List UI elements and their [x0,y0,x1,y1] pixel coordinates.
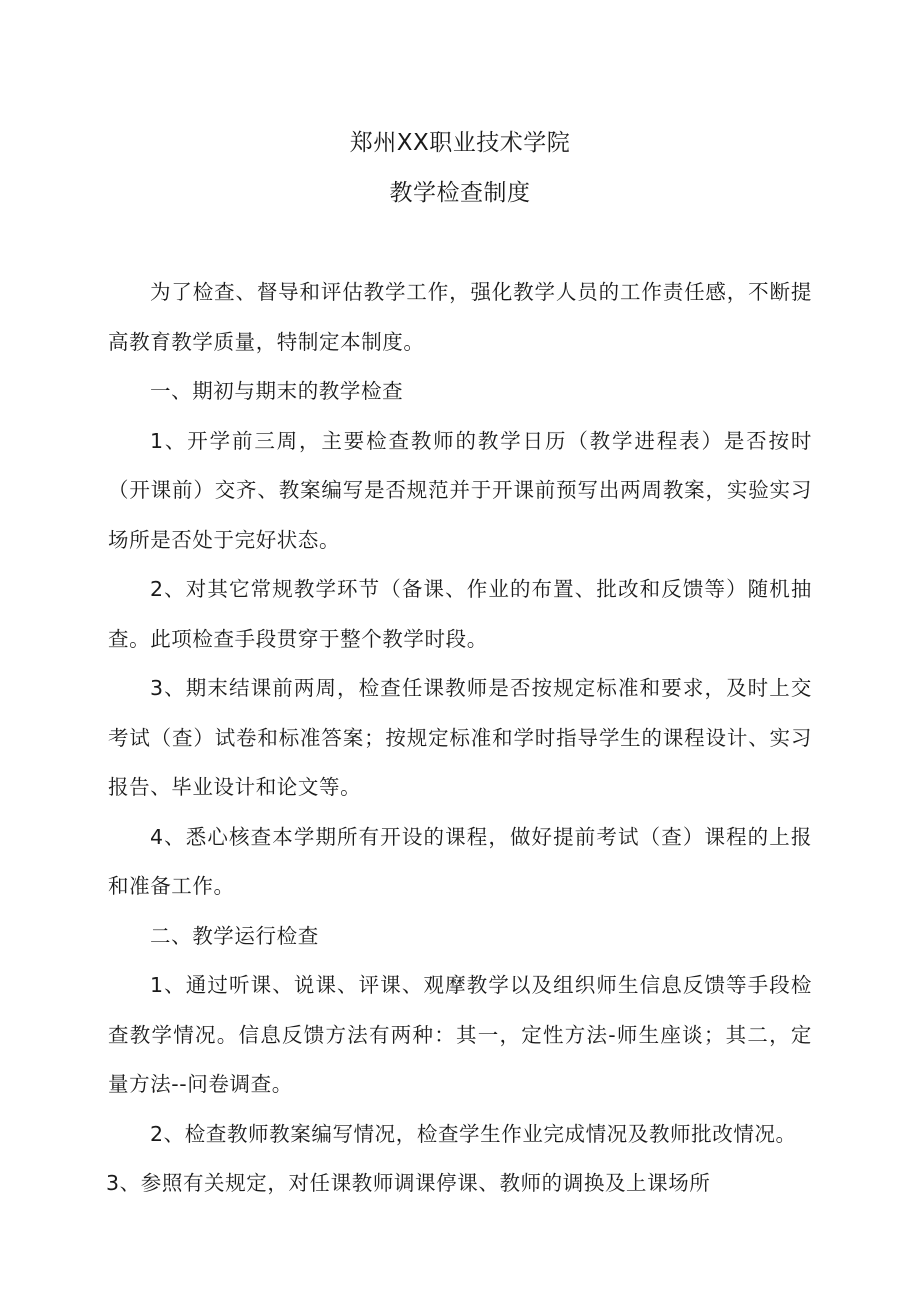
document-body [108,268,812,1209]
paragraph-2-1: 1、通过听课、说课、评课、观摩教学以及组织师生信息反馈等手段检查教学情况。信息反馈方法有两种：其一，定性方法-师生座谈；其二，定量方法--问卷调查。 [108,973,812,1096]
paragraph-1-3: 3、期末结课前两周，检查任课教师是否按规定标准和要求，及时上交考试（查）试卷和标准答案；按规定标准和学时指导学生的课程设计、实习报告、毕业设计和论文等。 [108,676,812,799]
paragraph-1-4: 4、悉心核查本学期所有开设的课程，做好提前考试（查）课程的上报和准备工作。 [108,824,812,898]
document-title: 郑州XX职业技术学院 [349,130,571,156]
paragraph-2-2: 2、检查教师教案编写情况，检查学生作业完成情况及教师批改情况。 [150,1121,797,1146]
document-subtitle: 教学检查制度 [389,180,531,206]
paragraph-2-3: 3、参照有关规定，对任课教师调课停课、教师的调换及上课场所 [106,1171,711,1195]
section-heading-1: 一、期初与期末的教学检查 [150,379,404,403]
section-heading-2: 二、教学运行检查 [150,923,319,948]
paragraph-intro: 为了检查、督导和评估教学工作，强化教学人员的工作责任感，不断提高教育教学质量，特制定本制度。 [108,280,812,354]
paragraph-1-1: 1、开学前三周，主要检查教师的教学日历（教学进程表）是否按时（开课前）交齐、教案编写是否规范并于开课前预写出两周教案，实验实习场所是否处于完好状态。 [108,428,812,552]
paragraph-1-2: 2、对其它常规教学环节（备课、作业的布置、批改和反馈等）随机抽查。此项检查手段贯穿于整个教学时段。 [108,577,812,651]
